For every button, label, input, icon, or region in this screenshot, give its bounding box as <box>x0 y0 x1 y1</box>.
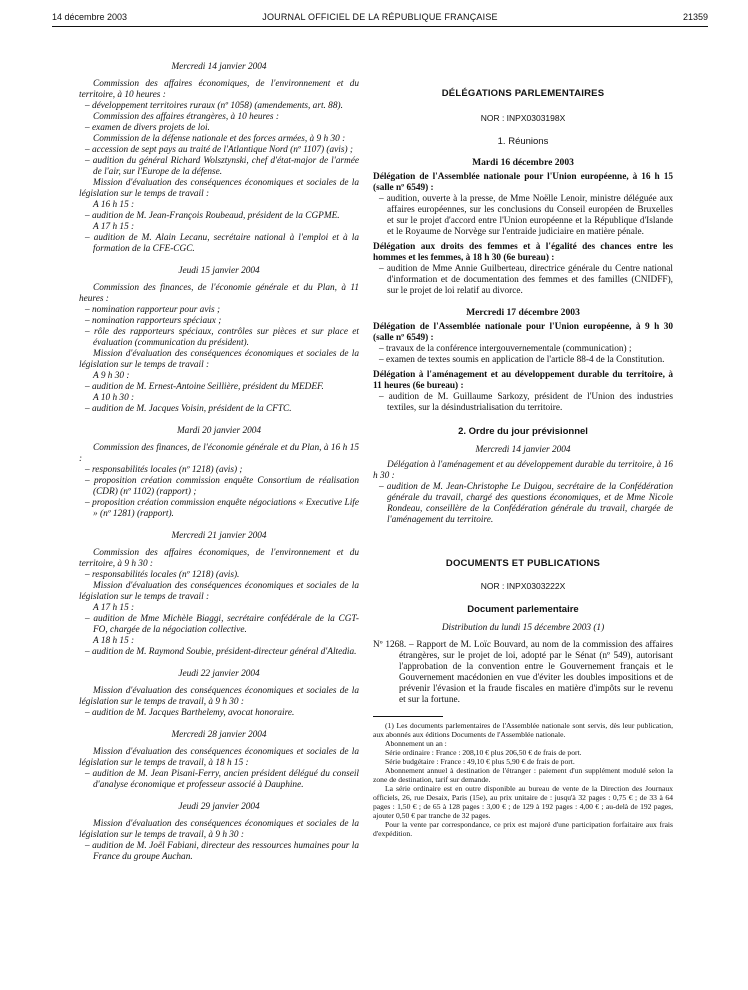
agenda-item: – nomination rapporteurs spéciaux ; <box>85 316 222 326</box>
footnote-line: Pour la vente par correspondance, ce prix est majoré d'une participation forfaitaire aux frais d'expédition. <box>373 820 673 838</box>
agenda-item: – accession de sept pays au traité de l'Atlantique Nord (nº 1107) (avis) ; <box>85 145 353 155</box>
agenda-paragraph: Commission des affaires économiques, de l'environnement et du territoire, à 9 h 30 : <box>79 548 359 569</box>
agenda-paragraph: Commission de la défense nationale et des forces armées, à 9 h 30 : <box>93 134 346 144</box>
day-heading: Jeudi 22 janvier 2004 <box>178 669 260 679</box>
delegation-title: Délégation de l'Assemblée nationale pour l'Union européenne, à 9 h 30 (salle nº 6549) : <box>373 322 673 343</box>
agenda-paragraph: A 17 h 15 : <box>93 603 135 613</box>
journal-title: JOURNAL OFFICIEL DE LA RÉPUBLIQUE FRANÇAISE <box>262 12 498 22</box>
agenda-item: – rôle des rapporteurs spéciaux, contrôles sur pièces et sur place et évaluation (communication du président). <box>85 327 359 348</box>
day-block <box>79 531 359 658</box>
agenda-paragraph: A 16 h 15 : <box>93 200 135 210</box>
agenda-item: – proposition création commission enquête Consortium de réalisation (CDR) (nº 1102) (rapport) ; <box>85 476 359 497</box>
delegation-title: Délégation aux droits des femmes et à l'égalité des chances entre les hommes et les femmes, à 18 h 30 (6e bureau) : <box>373 242 673 263</box>
footnote-line: Série ordinaire : France : 208,10 € plus 206,50 € de frais de port. <box>385 748 582 757</box>
agenda-item: – audition de M. Jean Pisani-Ferry, ancien président délégué du conseil d'analyse économique et professeur associé à Dauphine. <box>85 769 359 790</box>
agenda-paragraph: Commission des finances, de l'économie générale et du Plan, à 16 h 15 : <box>79 443 359 464</box>
nor-reference: NOR : INPX0303198X <box>480 113 566 123</box>
agenda-item: – audition du général Richard Wolsztynski, chef d'état-major de l'armée de l'air, sur l'Europe de la défense. <box>85 156 359 177</box>
day-heading: Mardi 20 janvier 2004 <box>176 426 262 436</box>
agenda-paragraph: Délégation à l'aménagement et au développement durable du territoire, à 16 h 30 : <box>373 460 673 481</box>
document-heading: Document parlementaire <box>467 604 579 615</box>
agenda-item: – travaux de la conférence intergouvernementale (communication) ; <box>379 344 632 354</box>
agenda-item: – audition de M. Jean-Christophe Le Duigou, secrétaire de la Confédération générale du travail, chargé des questions économiques, et de Mme Nicole Rondeau, conseillère de la Confédération générale du travail, chargée de l'aménagement du territoire. <box>379 482 673 525</box>
day-heading: Jeudi 15 janvier 2004 <box>178 266 260 276</box>
footnote-line: (1) Les documents parlementaires de l'Assemblée nationale sont servis, dès leur publication, aux abonnés aux éditions Documents de l'Assemblée nationale. <box>373 721 673 739</box>
day-block <box>79 266 359 415</box>
agenda-item: – examen de divers projets de loi. <box>85 123 210 133</box>
day-heading: Mercredi 14 janvier 2004 <box>475 445 571 455</box>
agenda-item: – proposition création commission enquête négociations « Executive Life » (nº 1281) (rapport). <box>85 498 359 519</box>
agenda-item: – audition de Mme Michèle Biaggi, secrétaire confédérale de la CGT-FO, chargée de la négociation collective. <box>85 614 359 635</box>
day-heading: Mercredi 17 décembre 2003 <box>466 307 580 318</box>
day-heading: Mardi 16 décembre 2003 <box>472 157 574 168</box>
agenda-paragraph: Mission d'évaluation des conséquences économiques et sociales de la législation sur le temps de travail : <box>79 581 359 602</box>
agenda-item: – audition de M. Jacques Voisin, président de la CFTC. <box>85 404 292 414</box>
agenda-paragraph: A 9 h 30 : <box>93 371 130 381</box>
footnotes <box>373 721 673 838</box>
day-block <box>79 62 359 255</box>
day-heading: Jeudi 29 janvier 2004 <box>178 802 260 812</box>
page-number: 21359 <box>682 12 708 22</box>
agenda-paragraph: Mission d'évaluation des conséquences économiques et sociales de la législation sur le temps de travail : <box>79 349 359 370</box>
delegation-title: Délégation de l'Assemblée nationale pour l'Union européenne, à 16 h 15 (salle nº 6549) : <box>373 172 673 193</box>
documents-title: DOCUMENTS ET PUBLICATIONS <box>445 558 601 569</box>
agenda-item: – audition de M. Raymond Soubie, président-directeur général d'Altedia. <box>85 647 357 657</box>
day-block <box>79 730 359 791</box>
agenda-item: – audition de M. Jean-François Roubeaud, président de la CGPME. <box>85 211 340 221</box>
agenda-paragraph: Commission des finances, de l'économie générale et du Plan, à 11 heures : <box>79 283 359 304</box>
agenda-item: – responsabilités locales (nº 1218) (avis). <box>85 570 240 580</box>
agenda-item: – audition de Mme Annie Guilberteau, directrice générale du Centre national d'information et de documentation des femmes et des familles (CNIDFF), sur le projet de loi relatif au divorce. <box>379 264 673 296</box>
agenda-item: – audition, ouverte à la presse, de Mme Noëlle Lenoir, ministre déléguée aux affaires européennes, sur les conclusions du Conseil européen de Bruxelles et sur le projet d'accord entre l'Union européenne et la République d'Islande et le Royaume de Norvège sur l'entraide judiciaire en matière pénale. <box>379 194 673 237</box>
footnote-line: La série ordinaire est en outre disponible au bureau de vente de la Direction des Journaux officiels, 26, rue Desaix, Paris (15e), au prix unitaire de : jusqu'à 32 pages : 0,75 € ; de 33 à 64 pages : 1,50 € ; de 65 à 128 pages : 3,00 € ; de 129 à 192 pages : 4,00 € ; au-delà de 192 pages, ajouter 0,50 € par tranche de 32 pages. <box>373 784 673 820</box>
agenda-item: – audition de M. Ernest-Antoine Seillière, président du MEDEF. <box>85 382 324 392</box>
right-column <box>373 62 673 838</box>
day-block <box>79 669 359 719</box>
day-heading: Mercredi 14 janvier 2004 <box>171 62 267 72</box>
footnote-rule <box>373 716 443 717</box>
agenda-item: – audition de M. Jacques Barthelemy, avocat honoraire. <box>85 708 295 718</box>
agenda-item: – audition de M. Guillaume Sarkozy, président de l'Union des industries textiles, sur la désindustrialisation du territoire. <box>379 392 673 413</box>
agenda-paragraph: Mission d'évaluation des conséquences économiques et sociales de la législation sur le temps de travail, à 18 h 15 : <box>79 747 359 768</box>
footnote-line: Série budgétaire : France : 49,10 € plus 5,90 € de frais de port. <box>385 757 575 766</box>
agenda-item: – responsabilités locales (nº 1218) (avis) ; <box>85 465 243 475</box>
day-block <box>79 802 359 863</box>
day-heading: Mercredi 21 janvier 2004 <box>171 531 267 541</box>
issue-date: 14 décembre 2003 <box>52 12 128 22</box>
agenda-paragraph: A 17 h 15 : <box>93 222 135 232</box>
delegation-title: Délégation à l'aménagement et au développement durable du territoire, à 11 heures (6e bureau) : <box>373 370 673 391</box>
agenda-paragraph: Mission d'évaluation des conséquences économiques et sociales de la législation sur le temps de travail, à 9 h 30 : <box>79 819 359 840</box>
footnote-line: Abonnement un an : <box>385 739 447 748</box>
agenda-paragraph: Commission des affaires étrangères, à 10 heures : <box>93 112 279 122</box>
distribution-date: Distribution du lundi 15 décembre 2003 (1) <box>441 623 605 633</box>
running-header <box>52 12 708 26</box>
agenda-item: – examen de textes soumis en application de l'article 88-4 de la Constitution. <box>379 355 665 365</box>
agenda-paragraph: A 10 h 30 : <box>93 393 135 403</box>
ordre-heading: 2. Ordre du jour prévisionnel <box>458 426 588 437</box>
nor-reference: NOR : INPX0303222X <box>480 581 566 591</box>
delegations-title: DÉLÉGATIONS PARLEMENTAIRES <box>441 88 605 99</box>
document-entry: Nº 1268. – Rapport de M. Loïc Bouvard, au nom de la commission des affaires étrangères, sur le projet de loi, adopté par le Sénat (nº 549), autorisant l'approbation de la convention entre le Gouvernement français et le Gouvernement macédonien en vue d'éviter les doubles impositions et de prévenir l'évasion et la fraude fiscales en matière d'impôts sur le revenu et sur la fortune. <box>373 640 673 705</box>
agenda-item: – développement territoires ruraux (nº 1058) (amendements, art. 88). <box>85 101 343 111</box>
agenda-paragraph: Mission d'évaluation des conséquences économiques et sociales de la législation sur le temps de travail : <box>79 178 359 199</box>
agenda-paragraph: A 18 h 15 : <box>93 636 135 646</box>
day-block <box>79 426 359 520</box>
agenda-paragraph: Commission des affaires économiques, de l'environnement et du territoire, à 10 heures : <box>79 79 359 100</box>
header-rule <box>52 26 708 27</box>
footnote-line: Abonnement annuel à destination de l'étranger : paiement d'un supplément modulé selon la zone de destination, tarif sur demande. <box>373 766 673 784</box>
reunions-heading: 1. Réunions <box>497 136 549 147</box>
day-heading: Mercredi 28 janvier 2004 <box>171 730 267 740</box>
agenda-paragraph: Mission d'évaluation des conséquences économiques et sociales de la législation sur le temps de travail, à 9 h 30 : <box>79 686 359 707</box>
agenda-item: – audition de M. Alain Lecanu, secrétaire national à l'emploi et à la formation de la CFE-CGC. <box>85 233 359 254</box>
agenda-item: – audition de M. Joël Fabiani, directeur des ressources humaines pour la France du groupe Auchan. <box>85 841 359 862</box>
left-column-agenda <box>79 62 359 874</box>
agenda-item: – nomination rapporteur pour avis ; <box>85 305 221 315</box>
